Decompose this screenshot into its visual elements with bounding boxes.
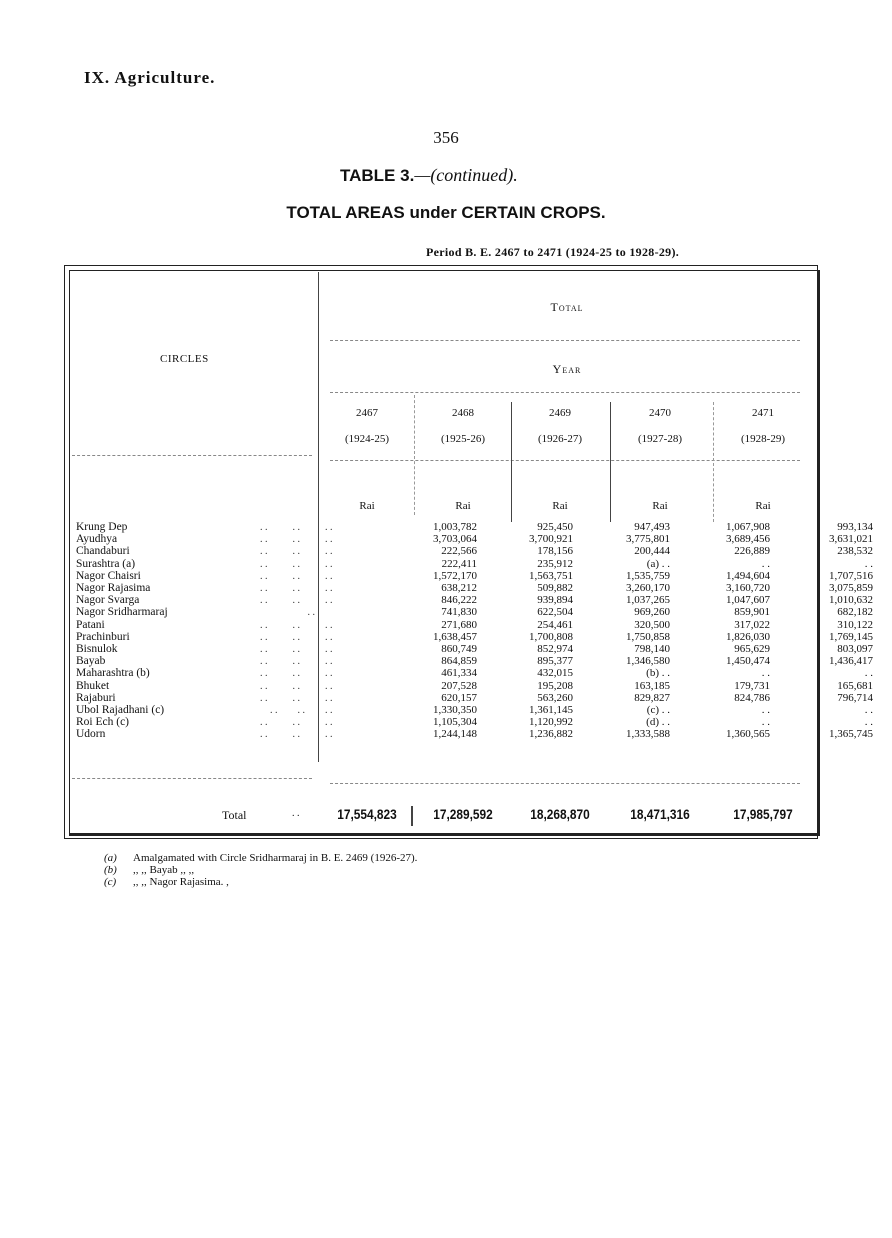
footnote-text: ,, ,, Bayab ,, ,, [133,864,195,876]
unit-label: Rai [755,500,771,512]
table-title-main: TABLE 3. [340,166,415,185]
cell-value: 846,222 [441,594,477,607]
circle-name: Bayab [76,655,106,668]
cell-value: 824,786 [734,691,770,704]
leader-dots: . . . . . . [260,546,333,558]
cell-value: 1,494,604 [726,569,770,582]
leader-dots: . . . . . . [260,631,333,643]
cell-value: 3,700,921 [529,533,573,546]
cell-value: 939,894 [537,594,573,607]
cell-value: 320,500 [634,618,670,631]
table-row [70,582,873,595]
circle-name: Nagor Sridharmaraj [76,606,168,619]
cell-value: 179,731 [734,679,770,692]
cell-value: 1,003,782 [433,521,477,533]
unit-label: Rai [455,500,471,512]
cell-value: 1,333,588 [626,728,670,741]
circle-name: Nagor Svarga [76,594,140,607]
footnote-text: Amalgamated with Circle Sridharmaraj in B. E. 2469 (1926-27). [133,852,418,864]
period-line: Period B. E. 2467 to 2471 (1924-25 to 1928-29). [426,245,680,259]
leader-dots: . . . . . . [260,534,333,546]
cell-value: 1,750,858 [626,630,670,643]
cell-value: 1,700,808 [529,630,573,643]
leader-dots: . . . . . . [260,668,333,680]
leader-dots: . . . . . . [270,705,333,716]
cell-value: 993,134 [837,521,873,533]
cell-value: 1,572,170 [433,569,477,582]
cell-value: 1,067,908 [726,521,770,533]
cell-value: 925,450 [537,521,573,533]
year-be-2468: 2468 [452,407,474,419]
year-ce-2469: (1926-27) [538,433,582,445]
cell-value: 165,681 [837,679,873,692]
header-total-label: Total [550,300,584,314]
circle-name: Bhuket [76,679,110,692]
cell-value: 163,185 [634,679,670,692]
cell-value: 796,714 [837,691,873,704]
cell-value: (c) . . [646,704,670,716]
table-title-continued: —(continued). [414,165,518,185]
cell-value: 1,037,265 [626,594,670,607]
cell-value: 207,528 [441,679,477,692]
cell-value: . . [864,557,873,570]
header-rule [330,340,800,341]
footnote-mark: (b) [104,864,117,876]
cell-value: 1,346,580 [626,655,670,668]
cell-value: (a) . . [646,557,670,570]
cell-value: 1,120,992 [529,716,573,729]
cell-value: 195,208 [537,679,573,692]
circle-name: Bisnulok [76,643,118,655]
unit-label: Rai [359,500,375,512]
table-row [70,630,873,644]
table-row [70,594,873,607]
cell-value: 222,566 [441,545,477,558]
circle-name: Surashtra (a) [76,557,136,570]
cell-value: 310,122 [837,618,873,631]
leader-dots: . . . . . . [260,680,333,692]
leader-dots: . . . . . . [260,522,333,533]
cell-value: . . [761,667,770,680]
cell-value: 965,629 [734,643,770,655]
cell-value: 509,882 [537,582,573,594]
circle-name: Ubol Rajadhani (c) [76,704,165,716]
cell-value: (b) . . [646,667,670,680]
header-circles: CIRCLES [160,353,209,365]
table-row [70,618,873,632]
cell-value: 3,703,064 [433,533,477,546]
cell-value: 1,047,607 [726,594,770,607]
cell-value: 200,444 [634,545,670,558]
cell-value: 3,075,859 [829,582,873,594]
footnote-text: ,, ,, Nagor Rajasima. , [133,876,229,888]
cell-value: 620,157 [441,691,477,704]
table-row [70,521,873,534]
total-value: 17,554,823 [337,806,397,822]
cell-value: 1,010,632 [829,594,873,607]
total-divider [411,806,413,826]
table-row [70,545,873,558]
cell-value: 1,707,516 [829,569,873,582]
table-row [70,643,873,656]
cell-value: 852,974 [537,643,573,655]
leader-dots: . . . . . . [260,692,333,704]
cell-value: 254,461 [537,618,573,631]
cell-value: 1,826,030 [726,630,770,643]
cell-value: 803,097 [837,643,873,655]
cell-value: 461,334 [441,667,477,680]
cell-value: . . [864,704,873,716]
cell-value: 859,901 [734,606,770,619]
cell-value: 638,212 [441,582,477,594]
circle-name: Ayudhya [76,533,118,546]
cell-value: . . [864,667,873,680]
table-row [70,667,873,680]
circle-name: Nagor Rajasima [76,582,151,594]
year-ce-2470: (1927-28) [638,433,682,445]
total-row-label: Total [222,808,247,822]
cell-value: 3,775,801 [626,533,670,546]
cell-value: 317,022 [734,618,770,631]
cell-value: 1,365,745 [829,728,873,741]
cell-value: 432,015 [537,667,573,680]
table-row [70,557,873,571]
header-rule [330,392,800,393]
table-row [70,533,873,546]
total-value: 18,471,316 [630,806,690,822]
leader-dots: . . . . . . [260,619,333,631]
circle-name: Maharashtra (b) [76,667,150,680]
cell-value: 1,361,145 [529,704,573,716]
circle-name: Rajaburi [76,691,116,704]
cell-value: 864,859 [441,655,477,668]
cell-value: . . [864,716,873,729]
total-value: 17,289,592 [433,806,493,822]
total-rule [330,783,800,784]
leader-dots: . . . . . . [260,656,333,668]
cell-value: 969,260 [634,606,670,619]
cell-value: 947,493 [634,521,670,533]
table-row [70,691,873,705]
cell-value: 1,330,350 [433,704,477,716]
footnote-mark: (a) [104,852,117,864]
leader-dots: . . . . . . [260,717,333,729]
cell-value: . . [761,716,770,729]
leader-dots: . . . . . . [260,583,333,594]
cell-value: 1,244,148 [433,728,477,741]
cell-value: 798,140 [634,643,670,655]
section-heading: IX. Agriculture. [84,68,216,87]
cell-value: 271,680 [441,618,477,631]
cell-value: 682,182 [837,606,873,619]
leader-dots: . . . . . . [260,729,333,741]
cell-value: 1,450,474 [726,655,770,668]
circle-name: Roi Ech (c) [76,716,130,729]
cell-value: 1,436,417 [829,655,873,668]
year-be-2467: 2467 [356,407,378,419]
cell-value: 741,830 [441,606,477,619]
unit-label: Rai [552,500,568,512]
table-subtitle: TOTAL AREAS under CERTAIN CROPS. [286,203,606,222]
total-row-leader: . . [292,808,300,819]
total-value: 18,268,870 [530,806,590,822]
leader-dots: . . . . . . [260,595,333,607]
total-rule [72,778,312,779]
cell-value: 829,827 [634,691,670,704]
circle-name: Nagor Chaisri [76,569,141,582]
cell-value: 222,411 [441,557,477,570]
leader-dots: . . . . . . [260,570,333,582]
year-ce-2468: (1925-26) [441,433,485,445]
year-ce-2467: (1924-25) [345,433,389,445]
table-row [70,655,873,668]
table-row [70,569,873,583]
circle-name: Prachinburi [76,630,130,643]
page-number: 356 [433,128,459,147]
circle-name: Udorn [76,728,106,741]
table-row [70,606,873,619]
circle-name: Chandaburi [76,545,130,558]
table-row [70,716,873,729]
cell-value: 1,769,145 [829,630,873,643]
table-row [70,704,873,717]
circle-name: Patani [76,618,105,631]
cell-value: 226,889 [734,545,770,558]
cell-value: 1,236,882 [529,728,573,741]
cell-value: 895,377 [537,655,573,668]
table-title [340,165,518,186]
leader-dots: . . . . . . [260,644,333,655]
year-be-2469: 2469 [549,407,571,419]
cell-value: 1,563,751 [529,569,573,582]
cell-value: 235,912 [537,557,573,570]
table-row [70,728,873,741]
header-rule [72,455,312,456]
header-year: Year [552,362,582,376]
cell-value: 622,504 [537,606,573,619]
year-be-2471: 2471 [752,407,774,419]
cell-value: 3,689,456 [726,533,770,546]
header-rule [330,460,800,461]
year-ce-2471: (1928-29) [741,433,785,445]
cell-value: 178,156 [537,545,573,558]
cell-value: . . [761,557,770,570]
cell-value: 3,160,720 [726,582,770,594]
unit-label: Rai [652,500,668,512]
total-value: 17,985,797 [733,806,793,822]
cell-value: 1,638,457 [433,630,477,643]
leader-dots: . . . . . . [260,558,333,570]
cell-value: (d) . . [646,716,670,729]
year-be-2470: 2470 [649,407,671,419]
table-row [70,679,873,693]
cell-value: 563,260 [537,691,573,704]
cell-value: . . [761,704,770,716]
circle-name: Krung Dep [76,521,128,533]
cell-value: 3,631,021 [829,533,873,546]
cell-value: 3,260,170 [626,582,670,594]
footnote-mark: (c) [104,876,117,888]
cell-value: 1,535,759 [626,569,670,582]
cell-value: 238,532 [837,545,873,558]
leader-dots: . . [260,607,315,619]
cell-value: 1,105,304 [433,716,477,729]
cell-value: 1,360,565 [726,728,770,741]
cell-value: 860,749 [441,643,477,655]
